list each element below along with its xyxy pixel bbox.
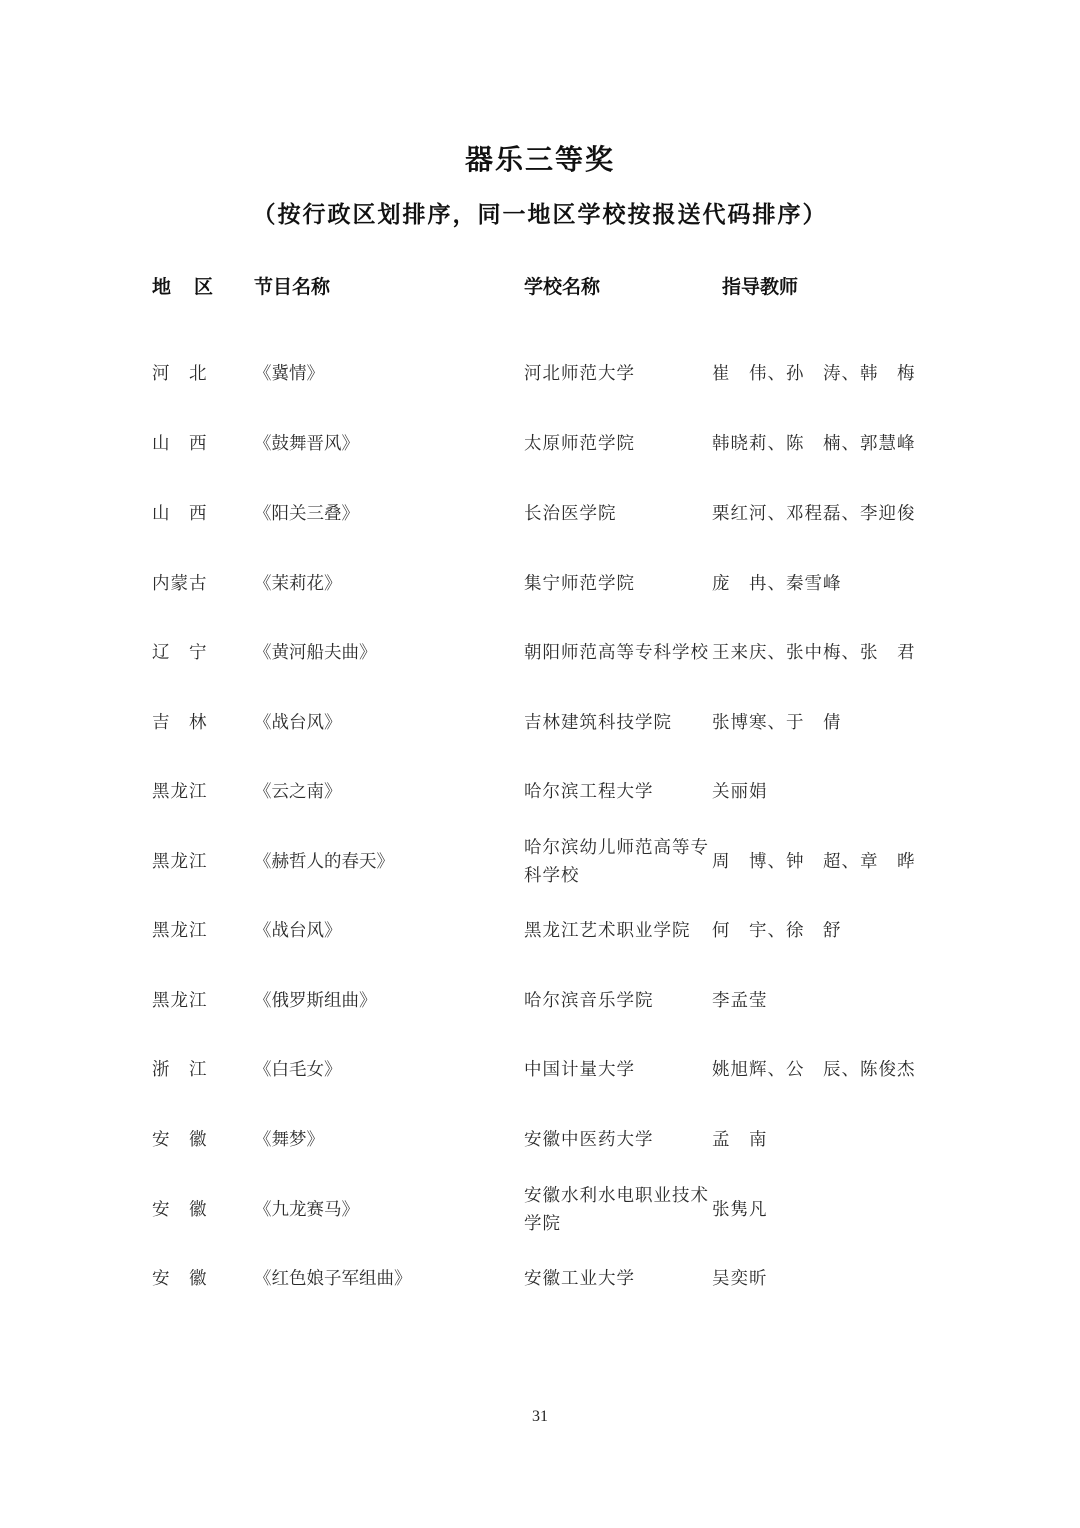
cell-teacher: 何 宇、徐 舒 bbox=[712, 921, 842, 941]
cell-region: 山 西 bbox=[152, 504, 208, 524]
cell-program: 《白毛女》 bbox=[254, 1060, 342, 1080]
cell-school: 黑龙江艺术职业学院 bbox=[524, 921, 691, 941]
table-row bbox=[0, 623, 1080, 683]
table-row bbox=[0, 554, 1080, 614]
cell-program: 《俄罗斯组曲》 bbox=[254, 991, 377, 1011]
table-row bbox=[0, 344, 1080, 404]
cell-region: 山 西 bbox=[152, 434, 208, 454]
cell-program: 《茉莉花》 bbox=[254, 574, 342, 594]
cell-program: 《赫哲人的春天》 bbox=[254, 852, 394, 872]
page-title: 器乐三等奖 bbox=[464, 143, 615, 176]
cell-region: 黑龙江 bbox=[152, 991, 208, 1011]
cell-region: 辽 宁 bbox=[152, 643, 208, 663]
header-school: 学校名称 bbox=[524, 276, 601, 298]
cell-school: 太原师范学院 bbox=[524, 434, 635, 454]
cell-region: 黑龙江 bbox=[152, 852, 208, 872]
cell-teacher: 姚旭辉、公 辰、陈俊杰 bbox=[712, 1060, 916, 1080]
table-row bbox=[0, 901, 1080, 961]
cell-school: 中国计量大学 bbox=[524, 1060, 635, 1080]
table-row bbox=[0, 762, 1080, 822]
cell-teacher: 崔 伟、孙 涛、韩 梅 bbox=[712, 364, 916, 384]
table-row bbox=[0, 414, 1080, 474]
cell-program: 《阳关三叠》 bbox=[254, 504, 359, 524]
table-row bbox=[0, 1249, 1080, 1309]
cell-program: 《红色娘子军组曲》 bbox=[254, 1269, 412, 1289]
cell-program: 《鼓舞晋风》 bbox=[254, 434, 359, 454]
table-row bbox=[0, 484, 1080, 544]
page-number: 31 bbox=[532, 1408, 548, 1425]
cell-region: 河 北 bbox=[152, 364, 208, 384]
cell-program: 《九龙赛马》 bbox=[254, 1200, 359, 1220]
cell-school: 朝阳师范高等专科学校 bbox=[524, 643, 709, 663]
cell-teacher: 韩晓莉、陈 楠、郭慧峰 bbox=[712, 434, 916, 454]
cell-teacher: 栗红河、邓程磊、李迎俊 bbox=[712, 504, 916, 524]
table-row bbox=[0, 1110, 1080, 1170]
cell-program: 《舞梦》 bbox=[254, 1130, 324, 1150]
cell-region: 安 徽 bbox=[152, 1269, 208, 1289]
cell-teacher: 吴奕昕 bbox=[712, 1269, 768, 1289]
table-row bbox=[0, 832, 1080, 892]
cell-teacher: 李孟莹 bbox=[712, 991, 768, 1011]
cell-school: 哈尔滨工程大学 bbox=[524, 782, 654, 802]
cell-school: 吉林建筑科技学院 bbox=[524, 713, 672, 733]
cell-program: 《云之南》 bbox=[254, 782, 342, 802]
cell-school: 安徽工业大学 bbox=[524, 1269, 635, 1289]
header-region: 地 区 bbox=[152, 276, 216, 298]
cell-region: 安 徽 bbox=[152, 1200, 208, 1220]
cell-teacher: 张隽凡 bbox=[712, 1200, 768, 1220]
table-row bbox=[0, 693, 1080, 753]
cell-school: 长治医学院 bbox=[524, 504, 617, 524]
cell-school: 哈尔滨音乐学院 bbox=[524, 991, 654, 1011]
cell-teacher: 周 博、钟 超、章 晔 bbox=[712, 852, 916, 872]
cell-school: 河北师范大学 bbox=[524, 364, 635, 384]
table-row bbox=[0, 1180, 1080, 1240]
page-subtitle: （按行政区划排序，同一地区学校按报送代码排序） bbox=[252, 202, 828, 228]
cell-region: 黑龙江 bbox=[152, 782, 208, 802]
cell-school: 安徽中医药大学 bbox=[524, 1130, 654, 1150]
cell-program: 《黄河船夫曲》 bbox=[254, 643, 377, 663]
cell-program: 《冀情》 bbox=[254, 364, 324, 384]
cell-region: 黑龙江 bbox=[152, 921, 208, 941]
cell-region: 内蒙古 bbox=[152, 574, 208, 594]
header-program: 节目名称 bbox=[254, 276, 331, 298]
cell-teacher: 王来庆、张中梅、张 君 bbox=[712, 643, 916, 663]
table-header bbox=[0, 272, 1080, 302]
cell-program: 《战台风》 bbox=[254, 713, 342, 733]
cell-program: 《战台风》 bbox=[254, 921, 342, 941]
cell-school: 哈尔滨幼儿师范高等专科学校 bbox=[524, 838, 709, 886]
table-row bbox=[0, 1040, 1080, 1100]
cell-teacher: 张博寒、于 倩 bbox=[712, 713, 842, 733]
header-teacher: 指导教师 bbox=[722, 276, 799, 298]
cell-region: 吉 林 bbox=[152, 713, 208, 733]
cell-school: 集宁师范学院 bbox=[524, 574, 635, 594]
cell-teacher: 庞 冉、秦雪峰 bbox=[712, 574, 842, 594]
cell-teacher: 关丽娟 bbox=[712, 782, 768, 802]
table-row bbox=[0, 971, 1080, 1031]
cell-region: 浙 江 bbox=[152, 1060, 208, 1080]
cell-school: 安徽水利水电职业技术学院 bbox=[524, 1186, 709, 1234]
cell-teacher: 孟 南 bbox=[712, 1130, 768, 1150]
cell-region: 安 徽 bbox=[152, 1130, 208, 1150]
